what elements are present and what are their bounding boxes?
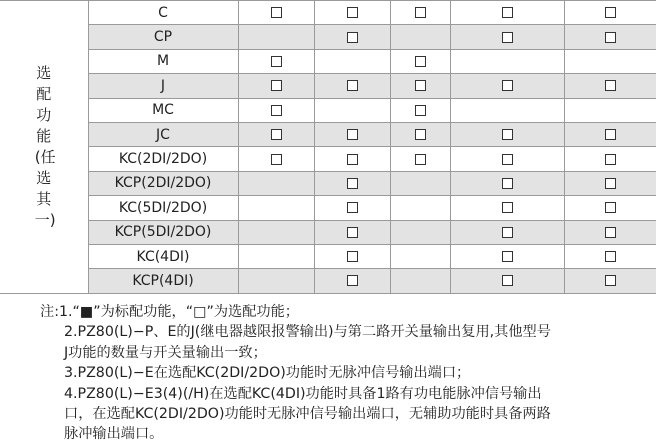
option-cell (314, 220, 390, 244)
optional-checkbox-icon (502, 7, 513, 18)
option-cell (450, 1, 564, 25)
optional-checkbox-icon (502, 227, 513, 238)
feature-name: CP (88, 25, 238, 49)
optional-checkbox-icon (347, 202, 358, 213)
optional-checkbox-icon (502, 275, 513, 286)
feature-name: J (88, 74, 238, 98)
option-cell (564, 196, 656, 220)
note-line: J功能的数量与开关量输出一致； (64, 344, 267, 361)
option-cell (238, 74, 314, 98)
option-cell (314, 171, 390, 195)
optional-checkbox-icon (271, 80, 282, 91)
option-cell (450, 49, 564, 73)
option-cell (238, 1, 314, 25)
option-cell (450, 25, 564, 49)
feature-name: KC(2DI/2DO) (88, 147, 238, 171)
optional-checkbox-icon (347, 275, 358, 286)
note-line: 4.PZ80(L)−E3(4)(/H)在选配KC(4DI)功能时具备1路有功电能脉冲信号输出 (64, 385, 542, 402)
option-cell (238, 122, 314, 146)
option-cell (390, 49, 450, 73)
optional-checkbox-icon (271, 105, 282, 116)
optional-checkbox-icon (502, 251, 513, 262)
optional-checkbox-icon (347, 7, 358, 18)
table-row (0, 147, 656, 171)
optional-checkbox-icon (605, 129, 616, 140)
option-cell (564, 147, 656, 171)
option-cell (450, 122, 564, 146)
option-cell (390, 25, 450, 49)
option-cell (314, 269, 390, 293)
optional-checkbox-icon (347, 80, 358, 91)
option-cell (390, 98, 450, 122)
option-cell (564, 98, 656, 122)
optional-checkbox-icon (605, 275, 616, 286)
option-cell (450, 196, 564, 220)
option-cell (450, 171, 564, 195)
optional-checkbox-icon (605, 32, 616, 43)
option-cell (238, 244, 314, 268)
optional-checkbox-icon (605, 80, 616, 91)
option-cell (450, 74, 564, 98)
option-cell (314, 49, 390, 73)
option-cell (390, 269, 450, 293)
feature-name: KCP(4DI) (88, 269, 238, 293)
optional-checkbox-icon (605, 251, 616, 262)
option-cell (238, 25, 314, 49)
option-cell (314, 98, 390, 122)
option-cell (564, 74, 656, 98)
option-cell (314, 74, 390, 98)
option-cell (564, 244, 656, 268)
optional-checkbox-icon (347, 178, 358, 189)
optional-checkbox-icon (271, 129, 282, 140)
note-line: 口，在选配KC(2DI/2DO)功能时无脉冲信号输出端口，无辅助功能时具备两路 (64, 406, 551, 423)
table-row (0, 171, 656, 195)
option-cell (390, 122, 450, 146)
option-cell (238, 98, 314, 122)
option-cell (450, 147, 564, 171)
optional-checkbox-icon (415, 105, 426, 116)
optional-checkbox-icon (347, 32, 358, 43)
option-cell (564, 171, 656, 195)
option-cell (314, 122, 390, 146)
option-cell (314, 1, 390, 25)
optional-checkbox-icon (605, 178, 616, 189)
table-row (0, 196, 656, 220)
option-cell (314, 196, 390, 220)
option-cell (314, 244, 390, 268)
table-row (0, 122, 656, 146)
option-cell (238, 171, 314, 195)
feature-name: M (88, 49, 238, 73)
option-cell (450, 220, 564, 244)
option-cell (238, 49, 314, 73)
category-label: 选配功能(任选其一) (34, 63, 56, 229)
category-cell (0, 1, 88, 294)
optional-checkbox-icon (415, 129, 426, 140)
option-cell (238, 147, 314, 171)
feature-name: MC (88, 98, 238, 122)
note-line: 脉冲输出端口。 (64, 426, 164, 443)
option-cell (390, 196, 450, 220)
optional-checkbox-icon (605, 227, 616, 238)
option-cell (314, 147, 390, 171)
note-line: 注:1.“■”为标配功能，“□”为选配功能； (40, 304, 299, 320)
optional-checkbox-icon (415, 80, 426, 91)
optional-checkbox-icon (605, 202, 616, 213)
option-cell (390, 171, 450, 195)
note-line: 2.PZ80(L)−P、E的J(继电器越限报警输出)与第二路开关量输出复用,其他型号 (64, 324, 551, 341)
option-cell (450, 269, 564, 293)
optional-checkbox-icon (502, 32, 513, 43)
notes (40, 302, 652, 445)
optional-checkbox-icon (347, 129, 358, 140)
table-row (0, 1, 656, 25)
feature-name: KC(5DI/2DO) (88, 196, 238, 220)
option-cell (564, 220, 656, 244)
feature-name: KCP(2DI/2DO) (88, 171, 238, 195)
table-row (0, 269, 656, 293)
optional-checkbox-icon (271, 56, 282, 67)
table-row (0, 49, 656, 73)
table-row (0, 244, 656, 268)
option-cell (238, 196, 314, 220)
spec-table-body (0, 1, 656, 294)
optional-checkbox-icon (502, 202, 513, 213)
option-cell (564, 269, 656, 293)
optional-checkbox-icon (415, 154, 426, 165)
optional-checkbox-icon (347, 154, 358, 165)
option-cell (314, 25, 390, 49)
option-cell (564, 25, 656, 49)
optional-checkbox-icon (347, 227, 358, 238)
optional-checkbox-icon (502, 178, 513, 189)
option-cell (390, 220, 450, 244)
option-cell (564, 1, 656, 25)
feature-name: C (88, 1, 238, 25)
option-cell (390, 147, 450, 171)
option-cell (564, 49, 656, 73)
option-cell (450, 244, 564, 268)
table-row (0, 98, 656, 122)
feature-name: KC(4DI) (88, 244, 238, 268)
option-cell (390, 1, 450, 25)
optional-checkbox-icon (415, 7, 426, 18)
feature-name: JC (88, 122, 238, 146)
table-row (0, 220, 656, 244)
note-line: 3.PZ80(L)−E在选配KC(2DI/2DO)功能时无脉冲信号输出端口； (64, 365, 471, 382)
optional-checkbox-icon (347, 251, 358, 262)
optional-checkbox-icon (271, 154, 282, 165)
table-row (0, 25, 656, 49)
feature-name: KCP(5DI/2DO) (88, 220, 238, 244)
option-cell (390, 74, 450, 98)
optional-checkbox-icon (502, 154, 513, 165)
option-cell (238, 220, 314, 244)
optional-checkbox-icon (605, 154, 616, 165)
option-cell (238, 269, 314, 293)
option-cell (390, 244, 450, 268)
optional-checkbox-icon (502, 129, 513, 140)
optional-checkbox-icon (271, 7, 282, 18)
optional-checkbox-icon (605, 7, 616, 18)
optional-checkbox-icon (415, 56, 426, 67)
optional-checkbox-icon (502, 80, 513, 91)
option-cell (450, 98, 564, 122)
option-cell (564, 122, 656, 146)
table-row (0, 74, 656, 98)
